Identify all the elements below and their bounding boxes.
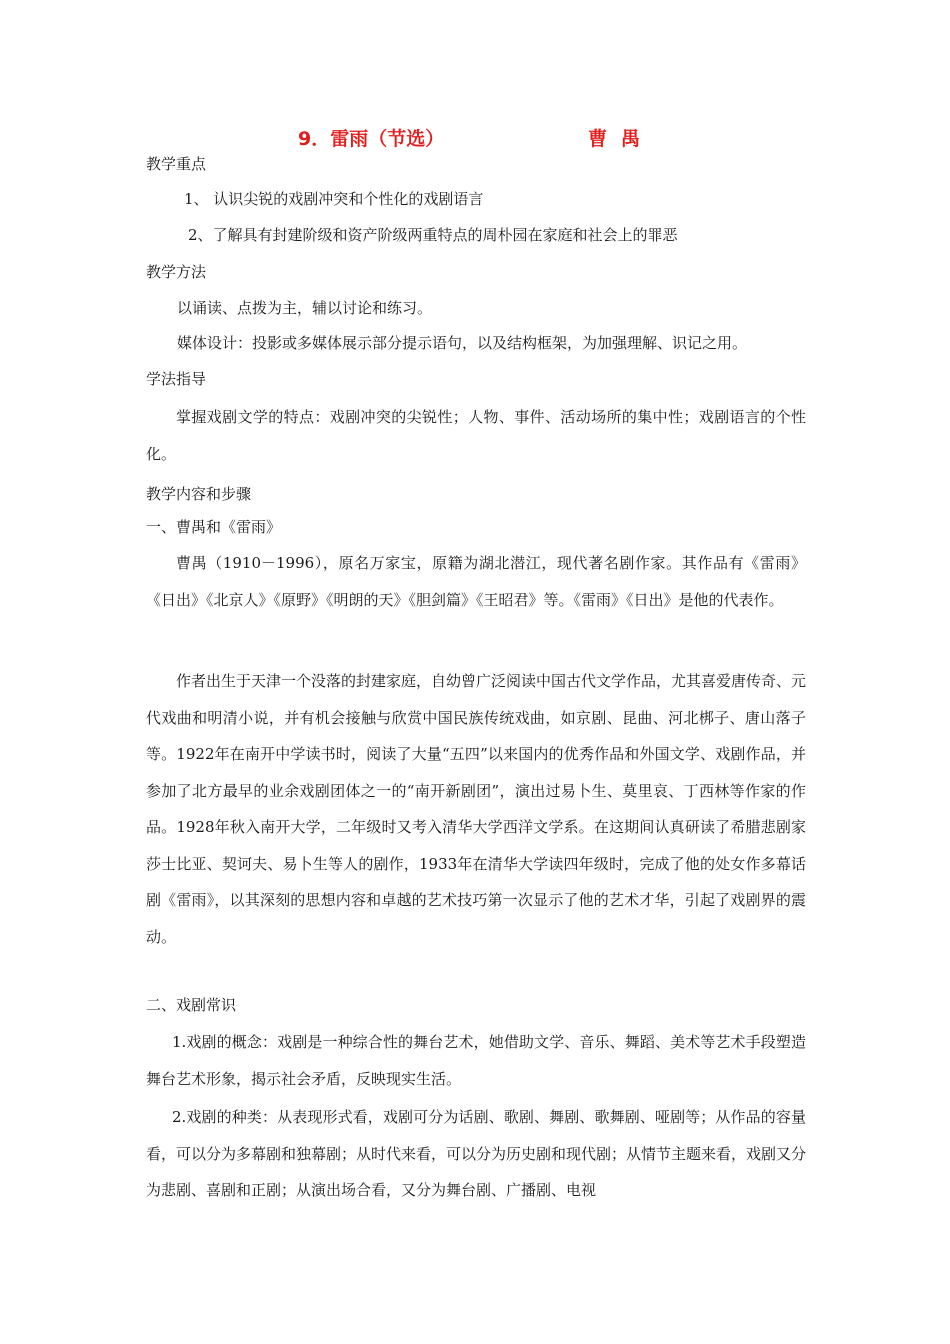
part2-paragraph-1: 1.戏剧的概念：戏剧是一种综合性的舞台艺术，她借助文学、音乐、舞蹈、美术等艺术手段塑造舞台艺术形象，揭示社会矛盾，反映现实生活。 <box>146 1033 806 1088</box>
study-paragraph: 掌握戏剧文学的特点：戏剧冲突的尖锐性；人物、事件、活动场所的集中性；戏剧语言的个性化。 <box>146 408 806 463</box>
part2-heading: 二、戏剧常识 <box>146 996 237 1014</box>
focus-item-2: 2、了解具有封建阶级和资产阶级两重特点的周朴园在家庭和社会上的罪恶 <box>188 226 678 244</box>
part2-paragraph-2: 2.戏剧的种类：从表现形式看，戏剧可分为话剧、歌剧、舞剧、歌舞剧、哑剧等；从作品的容量看，可以分为多幕剧和独幕剧；从时代来看，可以分为历史剧和现代剧；从情节主题来看，戏剧又分为悲剧、喜剧和正剧；从演出场合看，又分为舞台剧、广播剧、电视 <box>146 1108 807 1199</box>
title-main: 9．雷雨（节选） <box>298 128 445 150</box>
part1-paragraph-2: 作者出生于天津一个没落的封建家庭，自幼曾广泛阅读中国古代文学作品，尤其喜爱唐传奇、元代戏曲和明清小说，并有机会接触与欣赏中国民族传统戏曲，如京剧、昆曲、河北梆子、唐山落子等。1922年在南开中学读书时，阅读了大量“五四”以来国内的优秀作品和外国文学、戏剧作品，并参加了北方最早的业余戏剧团体之一的“南开新剧团”，演出过易卜生、莫里哀、丁西林等作家的作品。1928年秋入南开大学，二年级时又考入清华大学西洋文学系。在这期间认真研读了希腊悲剧家莎士比亚、契诃夫、易卜生等人的剧作，1933年在清华大学读四年级时，完成了他的处女作多幕话剧《雷雨》，以其深刻的思想内容和卓越的艺术技巧第一次显示了他的艺术才华，引起了戏剧界的震动。 <box>146 672 807 946</box>
part1-heading: 一、曹禺和《雷雨》 <box>146 518 282 536</box>
method-item-1: 以诵读、点拨为主，辅以讨论和练习。 <box>177 299 433 317</box>
focus-item-1: 1、 认识尖锐的戏剧冲突和个性化的戏剧语言 <box>184 190 484 208</box>
title-author: 曹禺 <box>588 128 655 150</box>
lesson-title <box>0 124 950 154</box>
method-item-2: 媒体设计：投影或多媒体展示部分提示语句，以及结构框架，为加强理解、识记之用。 <box>177 334 748 352</box>
focus-heading: 教学重点 <box>146 155 207 173</box>
part1-paragraph-1: 曹禺（1910－1996），原名万家宝，原籍为湖北潜江，现代著名剧作家。其作品有《雷雨》《日出》《北京人》《原野》《明朗的天》《胆剑篇》《王昭君》等。《雷雨》《日出》是他的代表作。 <box>146 554 806 609</box>
method-heading: 教学方法 <box>146 263 207 281</box>
content-heading: 教学内容和步骤 <box>146 485 252 503</box>
study-heading: 学法指导 <box>146 370 207 388</box>
